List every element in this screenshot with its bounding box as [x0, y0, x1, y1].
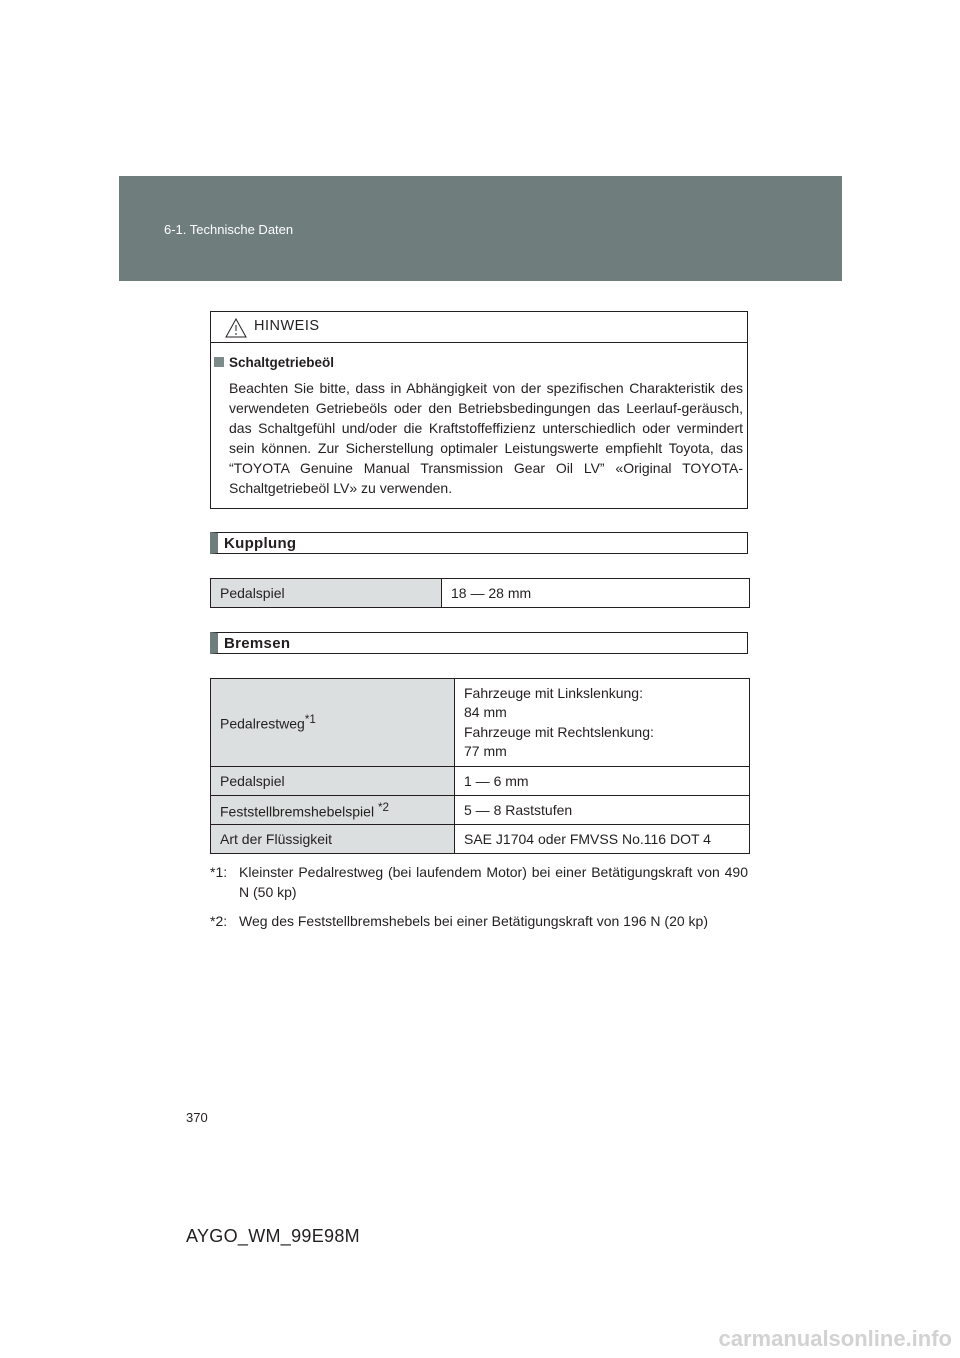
section-title: 6-1. Technische Daten [164, 222, 294, 237]
footnote-mark: *2: [210, 913, 228, 929]
page-number: 370 [186, 1110, 208, 1125]
notice-subheading-text: Schaltgetriebeöl [229, 355, 335, 370]
row-value: 5 — 8 Raststufen [455, 796, 750, 825]
footnote-mark: *1: [210, 864, 228, 880]
row-label-text: Pedalrestweg [220, 715, 305, 732]
row-label [211, 679, 455, 767]
table-row [211, 679, 750, 767]
footnote-2 [210, 911, 748, 931]
kupplung-heading [210, 532, 748, 554]
bremsen-table [210, 678, 750, 854]
notice-subheading [214, 355, 334, 370]
notice-title: HINWEIS [254, 318, 320, 334]
header-band [119, 176, 842, 281]
table-row [211, 579, 750, 608]
kupplung-table [210, 578, 750, 608]
footnote-1 [210, 862, 748, 902]
document-code: AYGO_WM_99E98M [186, 1226, 360, 1246]
table-row [211, 825, 750, 854]
square-bullet-icon [214, 357, 224, 367]
kupplung-heading-text: Kupplung [224, 535, 297, 552]
value-line: Fahrzeuge mit Linkslenkung: [464, 684, 643, 701]
bremsen-heading [210, 632, 748, 654]
row-value: 18 — 28 mm [442, 579, 750, 608]
table-row [211, 796, 750, 825]
notice-box [210, 311, 748, 509]
footnote-mark: *2 [377, 800, 389, 814]
footnote-text: Kleinster Pedalrestweg (bei laufendem Motor) bei einer Betätigungskraft von 490 N (50 kp) [239, 864, 748, 900]
row-label: Pedalspiel [211, 767, 455, 796]
row-value: 1 — 6 mm [455, 767, 750, 796]
notice-header [211, 312, 747, 343]
footnote-text: Weg des Feststellbremshebels bei einer Betätigungskraft von 196 N (20 kp) [239, 913, 708, 929]
value-line: 77 mm [464, 743, 507, 759]
table-row [211, 767, 750, 796]
row-value: SAE J1704 oder FMVSS No.116 DOT 4 [455, 825, 750, 854]
row-value [455, 679, 750, 767]
watermark: carmanualsonline.info [718, 1326, 952, 1351]
notice-body: Beachten Sie bitte, dass in Abhängigkeit von der spezifischen Charakteristik des verwendeten Getriebeöls oder den Betriebsbedingungen das Leerlauf-geräusch, das Schaltgefühl und/oder die Kraftstoffeffizienz unterschiedlich oder vermindert sein können. Zur Sicherstellung optimaler Leistungswerte empfiehlt Toyota, das “TOYOTA Genuine Manual Transmission Gear Oil LV” «Original TOYOTA-Schaltgetriebeöl LV» zu verwenden. [229, 380, 743, 496]
footnote-mark: *1 [304, 713, 316, 727]
bremsen-heading-text: Bremsen [224, 635, 291, 652]
row-label: Pedalspiel [211, 579, 442, 608]
row-label [211, 796, 455, 825]
row-label: Art der Flüssigkeit [211, 825, 455, 854]
value-line: 84 mm [464, 704, 507, 720]
warning-triangle-icon [225, 318, 247, 338]
value-line: Fahrzeuge mit Rechtslenkung: [464, 723, 654, 740]
row-label-text: Feststellbremshebelspiel [220, 803, 375, 820]
